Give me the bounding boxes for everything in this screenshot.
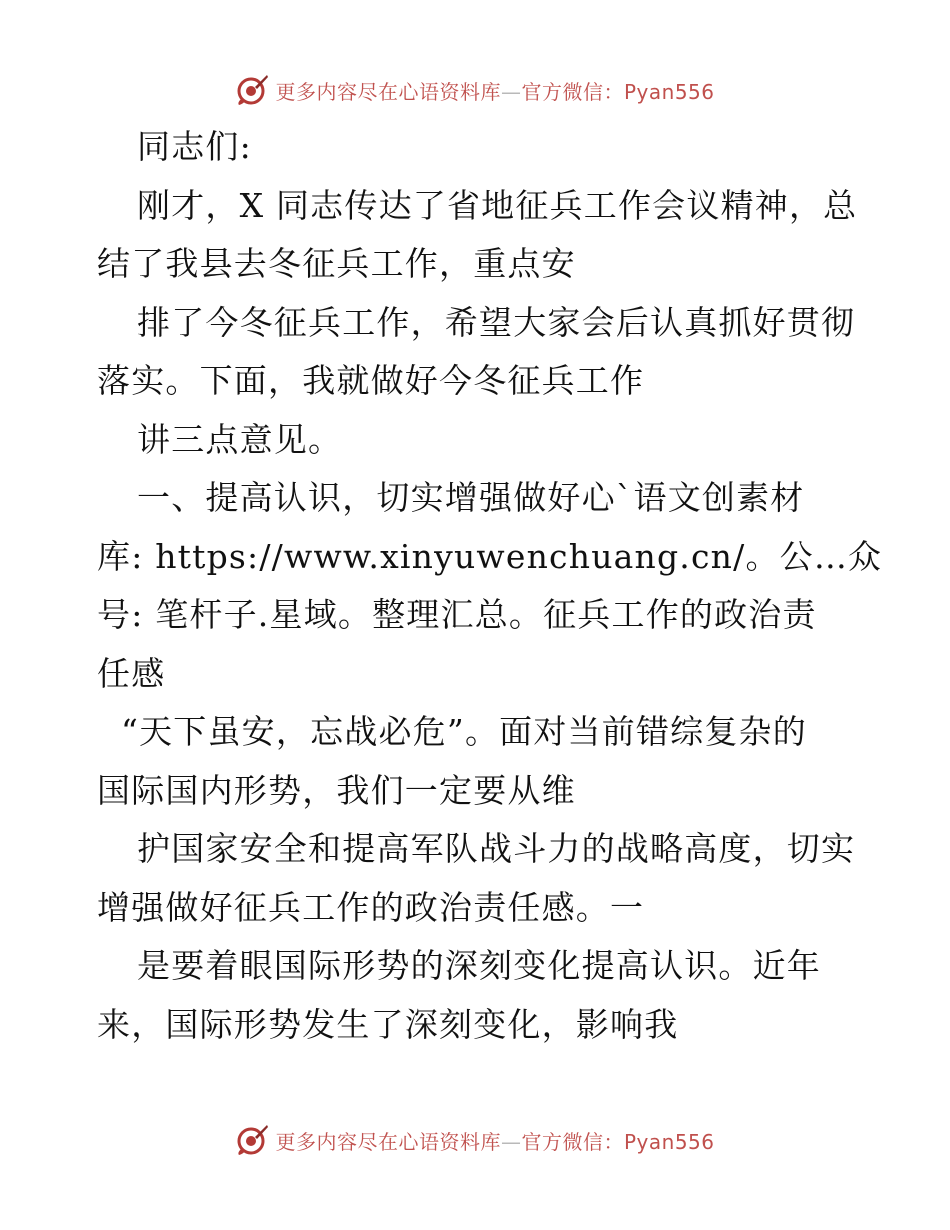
- watermark-text: [275, 1126, 714, 1155]
- paragraph-line: 是要着眼国际形势的深刻变化提高认识。近年: [137, 946, 821, 985]
- brush-circle-logo-icon: [235, 1123, 269, 1157]
- watermark-wechat-label: 官方微信：: [521, 1129, 624, 1154]
- watermark-wechat-id: Pyan556: [623, 79, 715, 104]
- paragraph-line: 号: 笔杆子.星域。整理汇总。征兵工作的政治责: [97, 595, 817, 634]
- watermark-wechat-id: Pyan556: [623, 1129, 715, 1154]
- paragraph-line: 同志们:: [137, 127, 252, 166]
- watermark-brand: 更多内容尽在心语资料库: [275, 1129, 501, 1154]
- paragraph-line: 落实。下面，我就做好今冬征兵工作: [97, 361, 645, 400]
- paragraph-line: 讲三点意见。: [137, 419, 343, 459]
- document-body: [97, 118, 883, 1054]
- section-heading-line: 一、提高认识，切实增强做好心`语文创素材: [137, 478, 805, 517]
- watermark-separator: —: [500, 79, 522, 104]
- paragraph-line: 任感: [97, 653, 166, 693]
- paragraph-line: 护国家安全和提高军队战斗力的战略高度，切实: [137, 829, 856, 868]
- watermark-separator: —: [500, 1129, 522, 1154]
- watermark-wechat-label: 官方微信：: [521, 79, 624, 104]
- brush-circle-logo-icon: [235, 73, 269, 107]
- paragraph-line: 库: https://www.xinyuwenchuang.cn/。公…众: [97, 536, 883, 576]
- watermark-text: [275, 76, 714, 105]
- header-watermark: [0, 70, 950, 110]
- paragraph-line: 来，国际形势发生了深刻变化，影响我: [97, 1004, 679, 1044]
- footer-watermark: [0, 1120, 950, 1160]
- paragraph-line: 刚才，X 同志传达了省地征兵工作会议精神，总: [137, 185, 858, 225]
- watermark-brand: 更多内容尽在心语资料库: [275, 79, 501, 104]
- paragraph-line: 国际国内形势，我们一定要从维: [97, 770, 576, 810]
- paragraph-line: 结了我县去冬征兵工作，重点安: [97, 244, 576, 283]
- paragraph-line: 排了今冬征兵工作，希望大家会后认真抓好贯彻: [137, 302, 856, 342]
- paragraph-line: 增强做好征兵工作的政治责任感。一: [97, 887, 645, 927]
- quote-line: “天下虽安，忘战必危”。面对当前错综复杂的: [121, 712, 807, 751]
